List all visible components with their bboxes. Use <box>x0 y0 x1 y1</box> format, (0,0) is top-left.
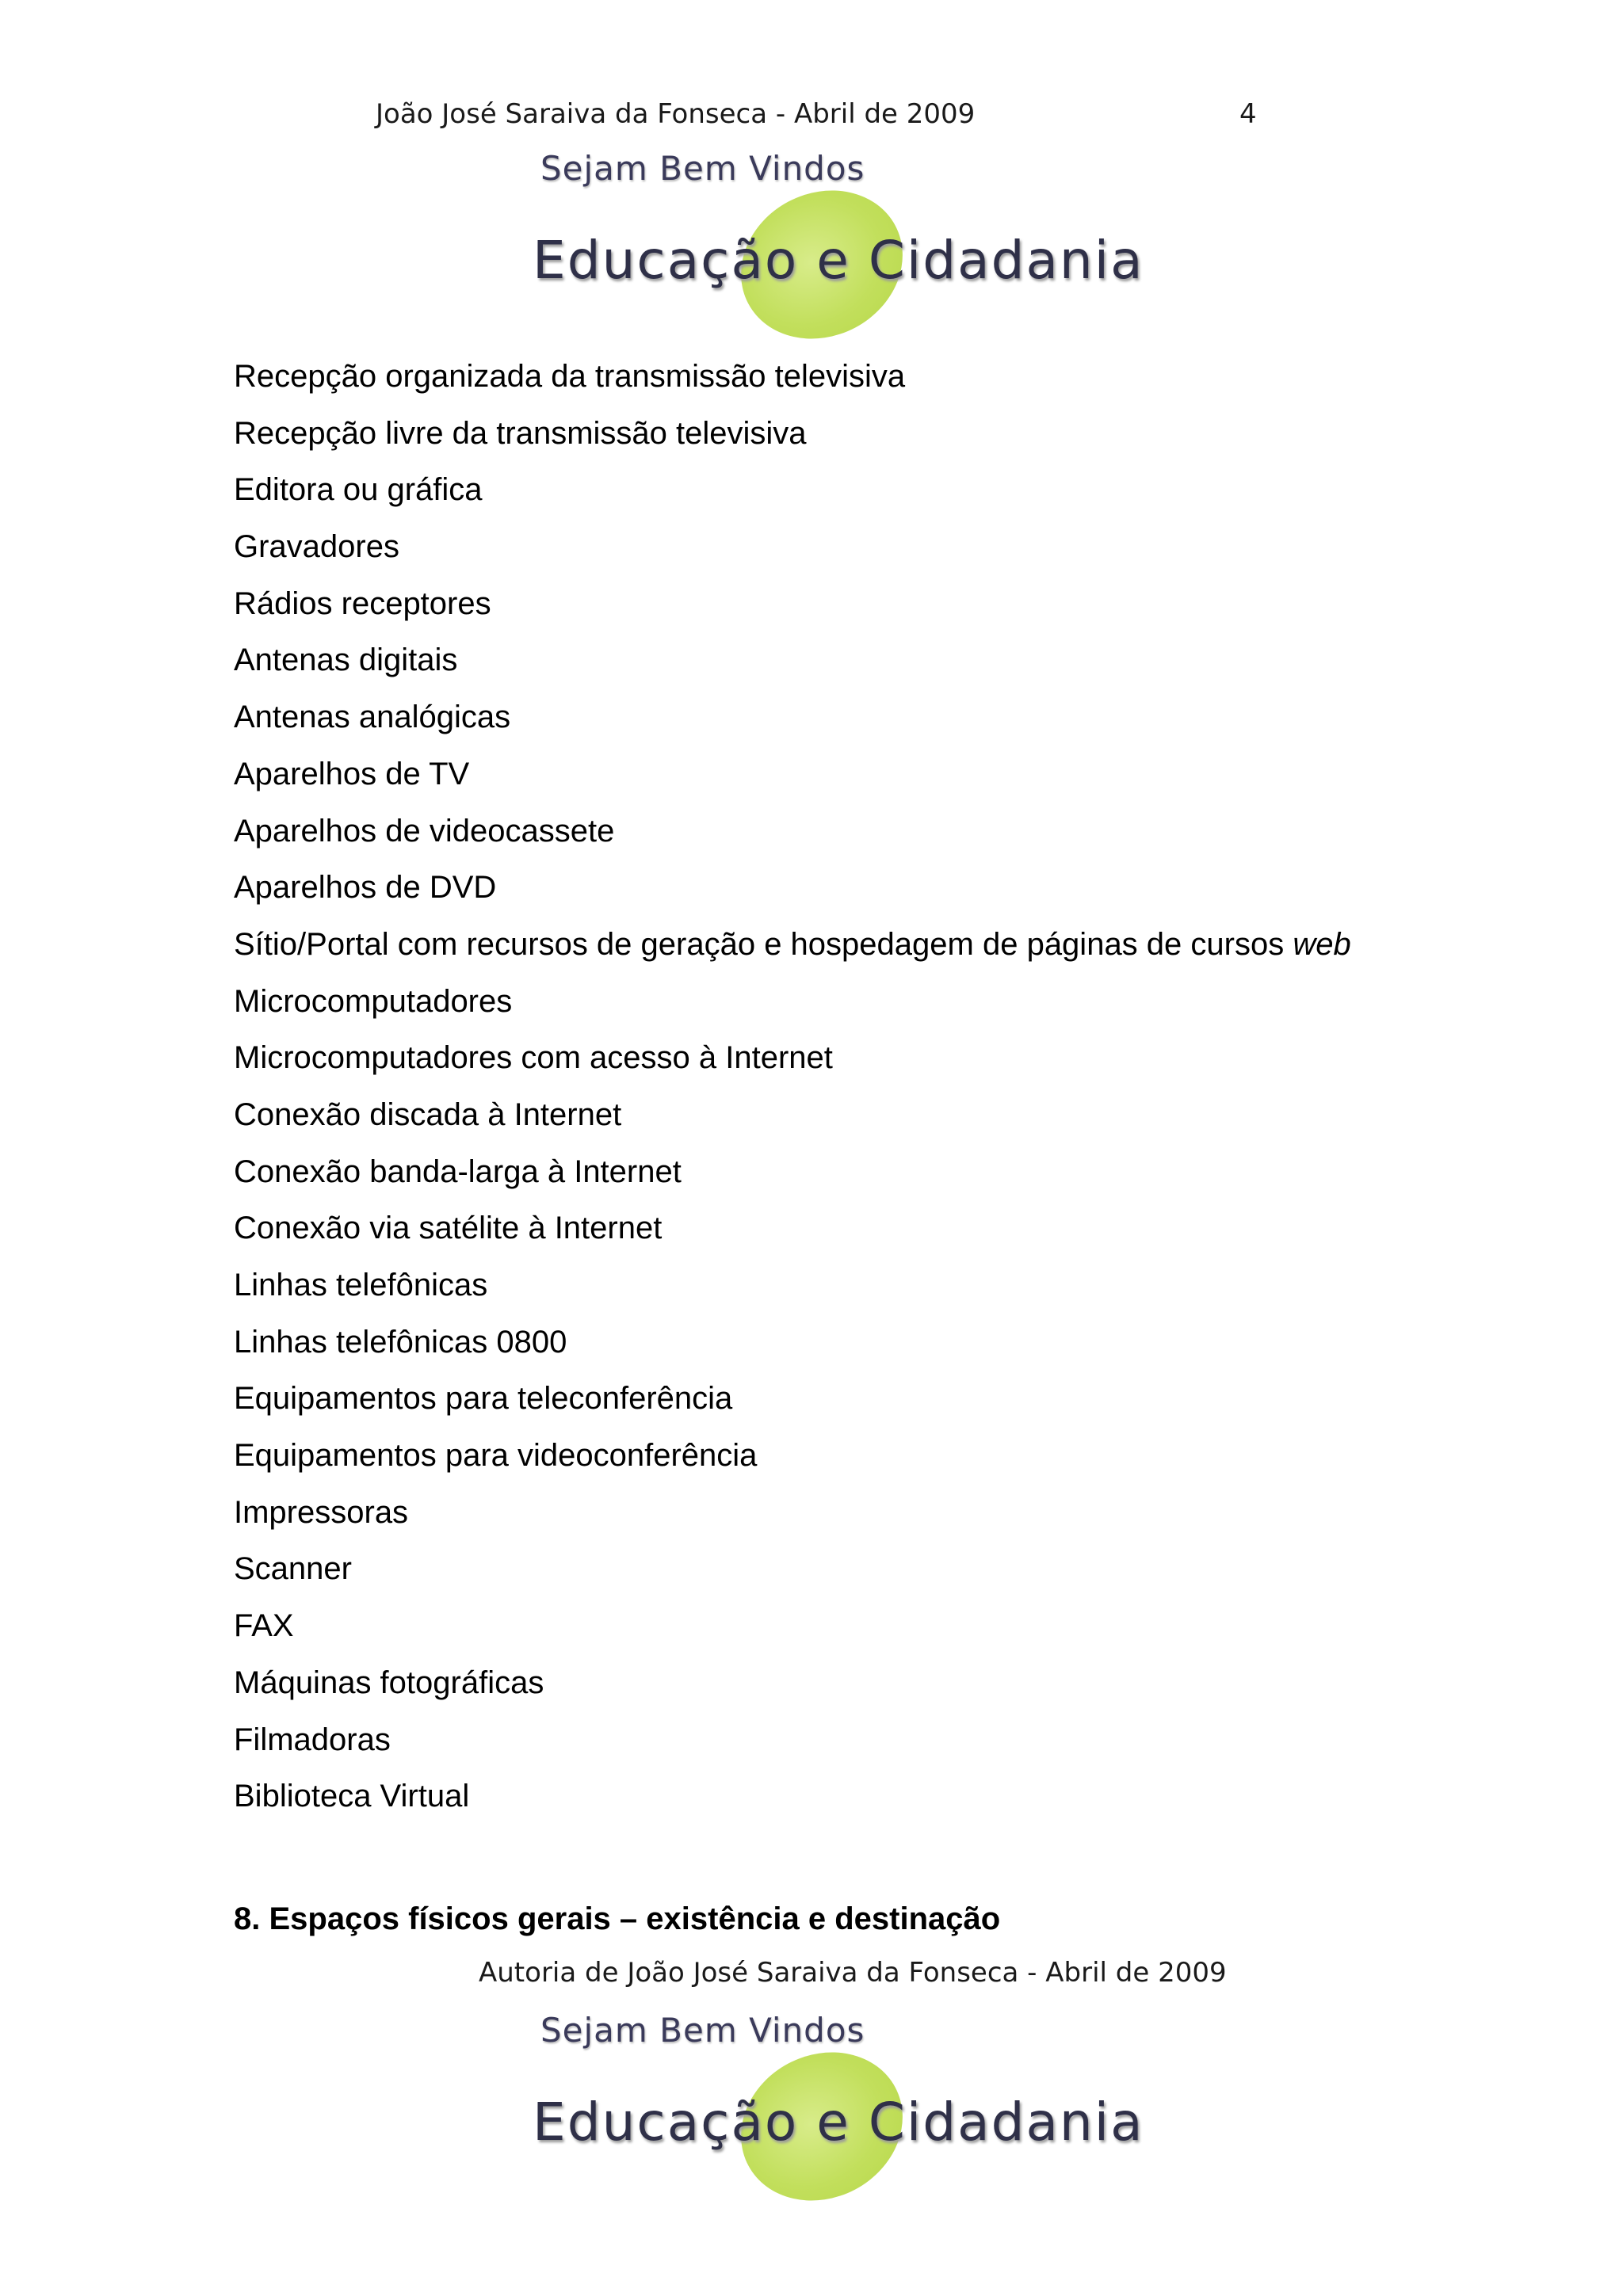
list-item: Biblioteca Virtual <box>234 1779 470 1814</box>
header-author-date: João José Saraiva da Fonseca - Abril de 2009 <box>376 98 976 130</box>
list-item: Antenas analógicas <box>234 700 511 735</box>
resource-list <box>234 349 1351 1825</box>
list-item: Aparelhos de DVD <box>234 870 497 906</box>
list-item: Rádios receptores <box>234 585 491 621</box>
list-item: Linhas telefônicas 0800 <box>234 1324 567 1360</box>
list-item: Conexão discada à Internet <box>234 1097 622 1132</box>
logo-welcome-text: Sejam Bem Vindos <box>540 2011 865 2050</box>
footer-credit: Autoria de João José Saraiva da Fonseca - Abril de 2009 <box>479 1957 1227 1989</box>
list-item: Aparelhos de videocassete <box>234 813 615 849</box>
list-item: Impressoras <box>234 1494 409 1530</box>
logo-top <box>533 143 1144 345</box>
list-item: Conexão banda-larga à Internet <box>234 1154 682 1189</box>
list-item: Recepção livre da transmissão televisiva <box>234 415 807 451</box>
list-item: Microcomputadores com acesso à Internet <box>234 1040 833 1076</box>
logo-brand-text: Educação e Cidadania <box>533 2092 1144 2153</box>
page-header <box>376 93 1263 138</box>
list-item: Antenas digitais <box>234 643 458 678</box>
logo-brand-text: Educação e Cidadania <box>533 230 1144 291</box>
list-item: Linhas telefônicas <box>234 1268 488 1302</box>
list-item: FAX <box>234 1608 294 1644</box>
page-number: 4 <box>1239 98 1257 130</box>
list-item: Filmadoras <box>234 1722 391 1757</box>
list-item-text: Sítio/Portal com recursos de geração e hospedagem de páginas de cursos <box>234 926 1293 962</box>
list-item: Scanner <box>234 1551 352 1587</box>
list-item: Aparelhos de TV <box>234 756 470 791</box>
logo-welcome-text: Sejam Bem Vindos <box>540 149 865 188</box>
list-item: Equipamentos para teleconferência <box>234 1381 733 1417</box>
list-item: Gravadores <box>234 529 399 565</box>
list-item: Máquinas fotográficas <box>234 1665 544 1700</box>
list-item <box>234 917 1351 974</box>
list-item: Recepção organizada da transmissão televisiva <box>234 359 906 394</box>
logo-bottom <box>533 2004 1144 2207</box>
list-item: Microcomputadores <box>234 983 513 1019</box>
list-item: Conexão via satélite à Internet <box>234 1211 663 1246</box>
list-item-italic: web <box>1293 926 1351 962</box>
list-item: Equipamentos para videoconferência <box>234 1438 758 1474</box>
list-item: Editora ou gráfica <box>234 472 483 508</box>
section-heading: 8. Espaços físicos gerais – existência e destinação <box>234 1901 1001 1936</box>
